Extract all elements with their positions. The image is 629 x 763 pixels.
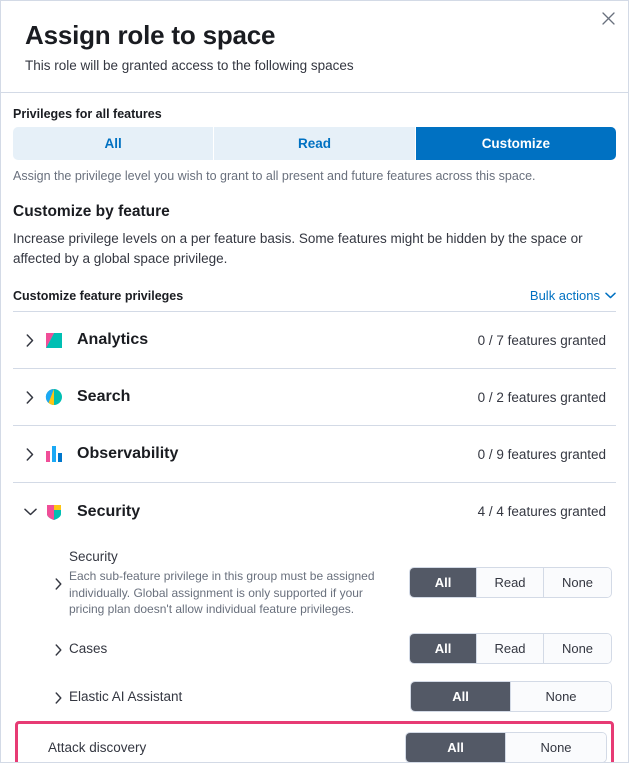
sub-privilege-none-button[interactable]: None xyxy=(544,634,611,663)
feature-row-security[interactable] xyxy=(13,483,616,540)
analytics-icon xyxy=(43,329,65,351)
privilege-customize-button[interactable]: Customize xyxy=(416,127,616,160)
feature-granted-count: 0 / 9 features granted xyxy=(477,446,606,462)
privileges-helper-text: Assign the privilege level you wish to grant to all present and future features across this space. xyxy=(13,168,536,183)
close-icon[interactable] xyxy=(596,6,620,30)
sub-privilege-all-button[interactable]: All xyxy=(410,634,477,663)
chevron-right-icon[interactable] xyxy=(47,642,69,656)
feature-name: Analytics xyxy=(77,331,149,349)
sub-privilege-all-button[interactable]: All xyxy=(406,733,506,762)
chevron-right-icon[interactable] xyxy=(47,690,69,704)
sub-feature-title: Cases xyxy=(69,640,108,656)
feature-name: Observability xyxy=(77,445,179,463)
chevron-down-icon[interactable] xyxy=(17,508,43,516)
customize-description: Increase privilege levels on a per feature basis. Some features might be hidden by the space or affected by a global space privilege. xyxy=(13,231,583,266)
feature-row-analytics[interactable] xyxy=(13,312,616,369)
chevron-right-icon[interactable] xyxy=(17,391,43,404)
security-icon xyxy=(43,501,65,523)
sub-feature-title: Security xyxy=(69,549,118,565)
sub-feature-row-attack-discovery xyxy=(18,724,611,763)
feature-granted-count: 4 / 4 features granted xyxy=(477,504,606,520)
flyout-body xyxy=(1,93,628,763)
sub-feature-title: Elastic AI Assistant xyxy=(69,688,183,704)
sub-privilege-read-button[interactable]: Read xyxy=(477,634,544,663)
customize-heading: Customize by feature xyxy=(13,203,170,221)
sub-privilege-all-button[interactable]: All xyxy=(411,682,511,711)
feature-name: Search xyxy=(77,388,131,406)
search-icon xyxy=(43,386,65,408)
close-glyph xyxy=(602,12,615,25)
sub-feature-text xyxy=(69,548,409,617)
sub-feature-description: Each sub-feature privilege in this group must be assigned individually. Global assignment is only supported if your pricing plan doesn't allow individual feature privileges. xyxy=(69,569,375,616)
sub-feature-text xyxy=(48,739,405,757)
sub-privilege-none-button[interactable]: None xyxy=(506,733,606,762)
sub-feature-text xyxy=(69,688,410,706)
attack-discovery-highlight xyxy=(15,721,614,763)
privileges-label: Privileges for all features xyxy=(13,106,162,121)
observability-icon xyxy=(43,443,65,465)
feature-list xyxy=(13,311,616,763)
privilege-button-group xyxy=(13,127,616,160)
chevron-right-icon[interactable] xyxy=(17,334,43,347)
bulk-actions-label: Bulk actions xyxy=(529,288,600,304)
sub-feature-text xyxy=(69,640,409,658)
sub-feature-row-security xyxy=(13,540,616,625)
sub-privilege-none-button[interactable]: None xyxy=(544,568,611,597)
sub-privilege-none-button[interactable]: None xyxy=(511,682,611,711)
customize-list-header xyxy=(13,288,616,303)
page-subtitle: This role will be granted access to the following spaces xyxy=(25,57,354,73)
bulk-actions-button[interactable] xyxy=(530,288,616,303)
sub-privilege-all-button[interactable]: All xyxy=(410,568,477,597)
sub-feature-privilege-group xyxy=(409,567,612,598)
privilege-read-button[interactable]: Read xyxy=(214,127,415,160)
feature-row-search[interactable] xyxy=(13,369,616,426)
feature-name: Security xyxy=(77,502,141,520)
chevron-right-icon[interactable] xyxy=(17,448,43,461)
sub-feature-row-elastic-ai-assistant xyxy=(13,673,616,721)
feature-granted-count: 0 / 2 features granted xyxy=(477,389,606,405)
flyout-header xyxy=(1,1,628,93)
sub-privilege-read-button[interactable]: Read xyxy=(477,568,544,597)
sub-feature-privilege-group xyxy=(410,681,612,712)
customize-list-label: Customize feature privileges xyxy=(13,288,184,303)
feature-row-observability[interactable] xyxy=(13,426,616,483)
sub-feature-row-cases xyxy=(13,625,616,673)
chevron-down-icon xyxy=(605,292,616,299)
sub-feature-privilege-group xyxy=(409,633,612,664)
sub-feature-title: Attack discovery xyxy=(48,739,147,755)
sub-feature-privilege-group xyxy=(405,732,607,763)
chevron-right-icon[interactable] xyxy=(47,576,69,590)
sub-feature-list xyxy=(13,540,616,763)
privilege-all-button[interactable]: All xyxy=(13,127,214,160)
feature-granted-count: 0 / 7 features granted xyxy=(477,332,606,348)
page-title: Assign role to space xyxy=(25,20,276,50)
